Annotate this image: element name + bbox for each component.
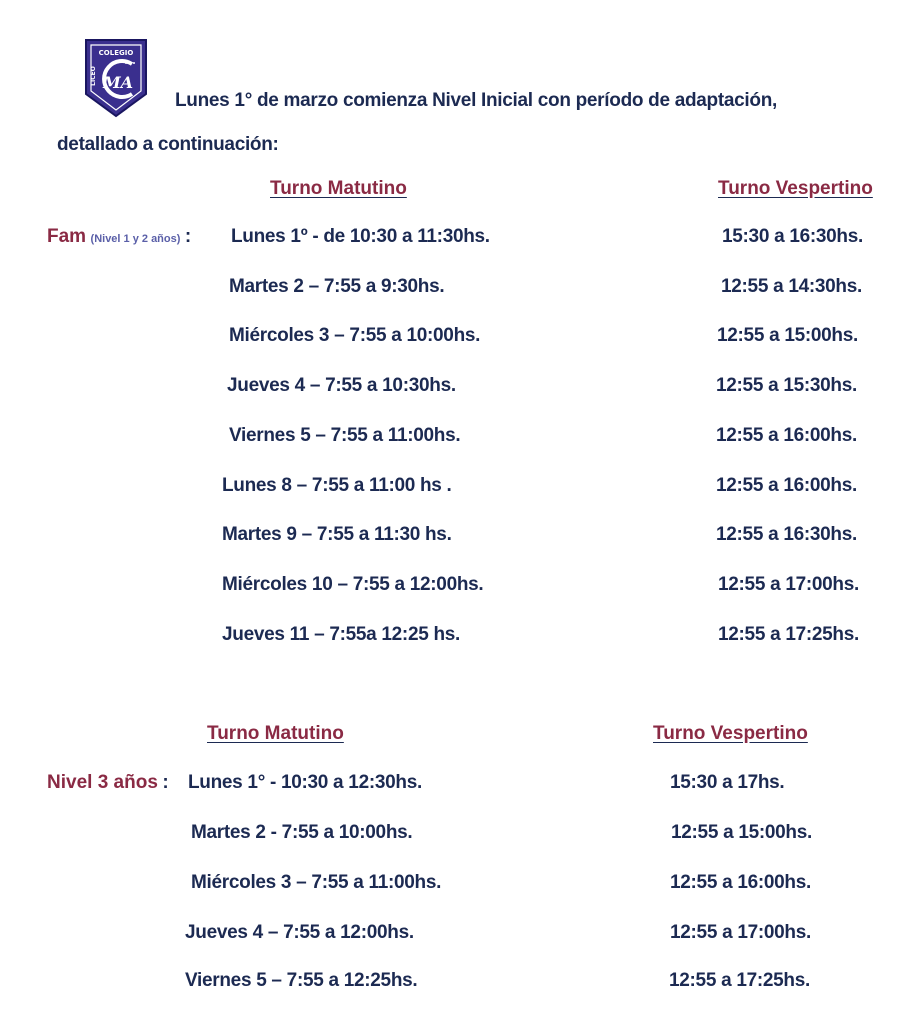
s1-row-4-evening: 12:55 a 15:30hs. <box>716 375 857 396</box>
section1-group <box>47 226 191 248</box>
section2-colon: : <box>162 772 169 793</box>
s1-row-5-evening: 12:55 a 16:00hs. <box>716 425 857 446</box>
s1-row-6-evening: 12:55 a 16:00hs. <box>716 475 857 496</box>
section1-group-sub: (Nivel 1 y 2 años) <box>90 233 181 245</box>
s2-row-4-morning: Jueves 4 – 7:55 a 12:00hs. <box>185 922 414 943</box>
s1-row-5-morning: Viernes 5 – 7:55 a 11:00hs. <box>229 425 461 446</box>
s1-row-9-evening: 12:55 a 17:25hs. <box>718 624 859 645</box>
s2-row-5-evening: 12:55 a 17:25hs. <box>669 970 810 991</box>
section2-head-morning: Turno Matutino <box>207 723 344 744</box>
section2-group <box>47 772 168 794</box>
section1-colon: : <box>184 226 191 247</box>
s1-row-7-evening: 12:55 a 16:30hs. <box>716 524 857 545</box>
s1-row-1-evening: 15:30 a 16:30hs. <box>722 226 863 247</box>
logo-text-side: LICEO <box>90 66 97 86</box>
s2-row-1-morning: Lunes 1° - 10:30 a 12:30hs. <box>188 772 422 793</box>
s1-row-1-morning: Lunes 1º - de 10:30 a 11:30hs. <box>231 226 490 247</box>
s1-row-6-morning: Lunes 8 – 7:55 a 11:00 hs . <box>222 475 452 496</box>
s2-row-2-evening: 12:55 a 15:00hs. <box>671 822 812 843</box>
s1-row-8-evening: 12:55 a 17:00hs. <box>718 574 859 595</box>
s1-row-9-morning: Jueves 11 – 7:55a 12:25 hs. <box>222 624 461 645</box>
s2-row-4-evening: 12:55 a 17:00hs. <box>670 922 811 943</box>
section1-head-evening: Turno Vespertino <box>718 178 873 199</box>
s1-row-2-morning: Martes 2 – 7:55 a 9:30hs. <box>229 276 445 297</box>
s1-row-3-evening: 12:55 a 15:00hs. <box>717 325 858 346</box>
section2-group-label: Nivel 3 años <box>47 772 158 793</box>
s1-row-4-morning: Jueves 4 – 7:55 a 10:30hs. <box>227 375 456 396</box>
logo-monogram: MA <box>102 73 134 92</box>
intro-line-2: detallado a continuación: <box>57 134 279 155</box>
s2-row-3-morning: Miércoles 3 – 7:55 a 11:00hs. <box>191 872 442 893</box>
school-logo <box>82 36 150 120</box>
s1-row-7-morning: Martes 9 – 7:55 a 11:30 hs. <box>222 524 452 545</box>
section2-head-evening: Turno Vespertino <box>653 723 808 744</box>
section1-group-label: Fam <box>47 226 87 247</box>
s1-row-8-morning: Miércoles 10 – 7:55 a 12:00hs. <box>222 574 484 595</box>
s1-row-3-morning: Miércoles 3 – 7:55 a 10:00hs. <box>229 325 481 346</box>
s2-row-1-evening: 15:30 a 17hs. <box>670 772 785 793</box>
logo-text-top: COLEGIO <box>98 49 134 57</box>
s2-row-3-evening: 12:55 a 16:00hs. <box>670 872 811 893</box>
s2-row-5-morning: Viernes 5 – 7:55 a 12:25hs. <box>185 970 418 991</box>
intro-line-1: Lunes 1° de marzo comienza Nivel Inicial con período de adaptación, <box>175 90 777 111</box>
s2-row-2-morning: Martes 2 - 7:55 a 10:00hs. <box>191 822 413 843</box>
s1-row-2-evening: 12:55 a 14:30hs. <box>721 276 862 297</box>
section1-head-morning: Turno Matutino <box>270 178 407 199</box>
